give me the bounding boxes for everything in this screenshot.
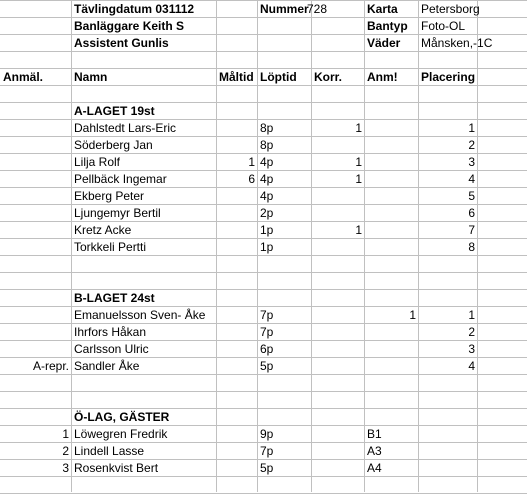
section-title[interactable]: B-LAGET 24st <box>74 291 155 305</box>
anm-cell[interactable] <box>365 120 418 137</box>
maltid-cell[interactable]: 6 <box>248 172 255 186</box>
maltid-cell[interactable] <box>217 460 257 477</box>
column-header[interactable]: Korr. <box>314 70 343 84</box>
course-setter-label[interactable]: Banläggare Keith S <box>74 19 185 33</box>
anm-cell[interactable] <box>365 171 418 188</box>
maltid-cell[interactable] <box>217 426 257 443</box>
maltid-cell[interactable] <box>217 222 257 239</box>
korr-cell[interactable] <box>312 426 364 443</box>
name-cell[interactable]: Ihrfors Håkan <box>74 325 147 339</box>
name-cell[interactable]: Lilja Rolf <box>74 155 121 169</box>
korr-cell[interactable] <box>312 205 364 222</box>
loptid-cell[interactable]: 7p <box>260 308 274 322</box>
maltid-cell[interactable] <box>217 205 257 222</box>
anm-cell[interactable] <box>365 324 418 341</box>
anm-cell[interactable] <box>365 205 418 222</box>
column-header[interactable]: Placering <box>421 70 476 84</box>
placering-cell[interactable]: 1 <box>468 308 475 322</box>
column-gridline <box>477 0 478 492</box>
anm-cell[interactable]: A4 <box>367 461 382 475</box>
placering-cell[interactable] <box>419 460 477 477</box>
name-cell[interactable]: Söderberg Jan <box>74 138 153 152</box>
placering-cell[interactable]: 2 <box>468 325 475 339</box>
anmal-cell[interactable] <box>1 307 71 324</box>
loptid-cell[interactable]: 4p <box>260 189 274 203</box>
korr-cell[interactable] <box>312 341 364 358</box>
row-gridline <box>0 272 527 273</box>
anm-cell[interactable] <box>365 222 418 239</box>
korr-cell[interactable]: 1 <box>355 155 362 169</box>
korr-cell[interactable] <box>312 307 364 324</box>
korr-cell[interactable]: 1 <box>355 121 362 135</box>
maltid-cell[interactable] <box>217 239 257 256</box>
placering-cell[interactable] <box>419 443 477 460</box>
name-cell[interactable]: Ekberg Peter <box>74 189 145 203</box>
anmal-cell[interactable] <box>1 120 71 137</box>
number-value[interactable]: 728 <box>307 2 328 16</box>
korr-cell[interactable] <box>312 324 364 341</box>
placering-cell[interactable]: 3 <box>468 155 475 169</box>
loptid-cell[interactable]: 4p <box>260 155 274 169</box>
weather-value[interactable]: Månsken,-1C <box>421 36 493 50</box>
anm-cell[interactable] <box>365 239 418 256</box>
name-cell[interactable]: Ljungemyr Bertil <box>74 206 161 220</box>
placering-cell[interactable]: 7 <box>468 223 475 237</box>
anmal-cell[interactable] <box>1 341 71 358</box>
korr-cell[interactable]: 1 <box>355 172 362 186</box>
anmal-cell[interactable] <box>1 137 71 154</box>
placering-cell[interactable]: 8 <box>468 240 475 254</box>
anmal-cell[interactable]: 2 <box>62 444 69 458</box>
maltid-cell[interactable]: 1 <box>248 155 255 169</box>
loptid-cell[interactable]: 5p <box>260 359 274 373</box>
name-cell[interactable]: Emanuelsson Sven- Åke <box>74 308 206 322</box>
loptid-cell[interactable]: 9p <box>260 427 274 441</box>
placering-cell[interactable] <box>419 426 477 443</box>
loptid-cell[interactable]: 4p <box>260 172 274 186</box>
map-value[interactable]: Petersborg <box>421 2 480 16</box>
loptid-cell[interactable]: 2p <box>260 206 274 220</box>
korr-cell[interactable] <box>312 460 364 477</box>
number-label[interactable]: Nummer <box>260 2 309 16</box>
course-type-label[interactable]: Bantyp <box>367 19 408 33</box>
korr-cell[interactable] <box>312 137 364 154</box>
name-cell[interactable]: Torkkeli Pertti <box>74 240 147 254</box>
anm-cell[interactable] <box>365 137 418 154</box>
korr-cell[interactable]: 1 <box>355 223 362 237</box>
assistant-label[interactable]: Assistent Gunlis <box>74 36 169 50</box>
loptid-cell[interactable]: 7p <box>260 325 274 339</box>
race-date-label[interactable]: Tävlingdatum 031112 <box>74 2 195 16</box>
maltid-cell[interactable] <box>217 307 257 324</box>
name-cell[interactable]: Pellbäck Ingemar <box>74 172 167 186</box>
column-header[interactable]: Löptid <box>260 70 297 84</box>
anm-cell[interactable] <box>365 358 418 375</box>
anmal-cell[interactable]: 1 <box>62 427 69 441</box>
placering-cell[interactable]: 3 <box>468 342 475 356</box>
placering-cell[interactable]: 5 <box>468 189 475 203</box>
placering-cell[interactable]: 4 <box>468 359 475 373</box>
anm-cell[interactable]: 1 <box>409 308 416 322</box>
anmal-cell[interactable] <box>1 324 71 341</box>
section-title[interactable]: Ö-LAG, GÄSTER <box>74 410 170 424</box>
column-header[interactable]: Anm! <box>367 70 398 84</box>
name-cell[interactable]: Löwegren Fredrik <box>74 427 168 441</box>
column-header[interactable]: Måltid <box>219 70 254 84</box>
loptid-cell[interactable]: 6p <box>260 342 274 356</box>
korr-cell[interactable] <box>312 358 364 375</box>
column-header[interactable]: Namn <box>74 70 108 84</box>
anmal-cell[interactable]: 3 <box>62 461 69 475</box>
name-cell[interactable]: Dahlstedt Lars-Eric <box>74 121 177 135</box>
name-cell[interactable]: Rosenkvist Bert <box>74 461 159 475</box>
maltid-cell[interactable] <box>217 120 257 137</box>
maltid-cell[interactable] <box>217 137 257 154</box>
korr-cell[interactable] <box>312 188 364 205</box>
loptid-cell[interactable]: 7p <box>260 444 274 458</box>
maltid-cell[interactable] <box>217 443 257 460</box>
maltid-cell[interactable] <box>217 324 257 341</box>
anm-cell[interactable] <box>365 188 418 205</box>
anm-cell[interactable] <box>365 154 418 171</box>
name-cell[interactable]: Kretz Acke <box>74 223 132 237</box>
maltid-cell[interactable] <box>217 358 257 375</box>
name-cell[interactable]: Sandler Åke <box>74 359 140 373</box>
loptid-cell[interactable]: 1p <box>260 223 274 237</box>
placering-cell[interactable]: 4 <box>468 172 475 186</box>
course-type-value[interactable]: Foto-OL <box>421 19 466 33</box>
anmal-cell[interactable] <box>1 239 71 256</box>
row-gridline <box>0 391 527 392</box>
placering-cell[interactable]: 6 <box>468 206 475 220</box>
loptid-cell[interactable]: 8p <box>260 138 274 152</box>
anmal-cell[interactable] <box>1 205 71 222</box>
anm-cell[interactable]: B1 <box>367 427 382 441</box>
anmal-cell[interactable] <box>1 188 71 205</box>
korr-cell[interactable] <box>312 239 364 256</box>
anmal-cell[interactable] <box>1 222 71 239</box>
column-header[interactable]: Anmäl. <box>3 70 44 84</box>
loptid-cell[interactable]: 8p <box>260 121 274 135</box>
section-title[interactable]: A-LAGET 19st <box>74 104 155 118</box>
weather-label[interactable]: Väder <box>367 36 401 50</box>
loptid-cell[interactable]: 1p <box>260 240 274 254</box>
maltid-cell[interactable] <box>217 341 257 358</box>
anmal-cell[interactable] <box>1 154 71 171</box>
name-cell[interactable]: Carlsson Ulric <box>74 342 149 356</box>
anm-cell[interactable] <box>365 341 418 358</box>
korr-cell[interactable] <box>312 443 364 460</box>
name-cell[interactable]: Lindell Lasse <box>74 444 145 458</box>
anm-cell[interactable]: A3 <box>367 444 382 458</box>
anmal-cell[interactable] <box>1 171 71 188</box>
placering-cell[interactable]: 1 <box>468 121 475 135</box>
maltid-cell[interactable] <box>217 188 257 205</box>
loptid-cell[interactable]: 5p <box>260 461 274 475</box>
map-label[interactable]: Karta <box>367 2 398 16</box>
placering-cell[interactable]: 2 <box>468 138 475 152</box>
anmal-cell[interactable]: A-repr. <box>32 359 69 373</box>
